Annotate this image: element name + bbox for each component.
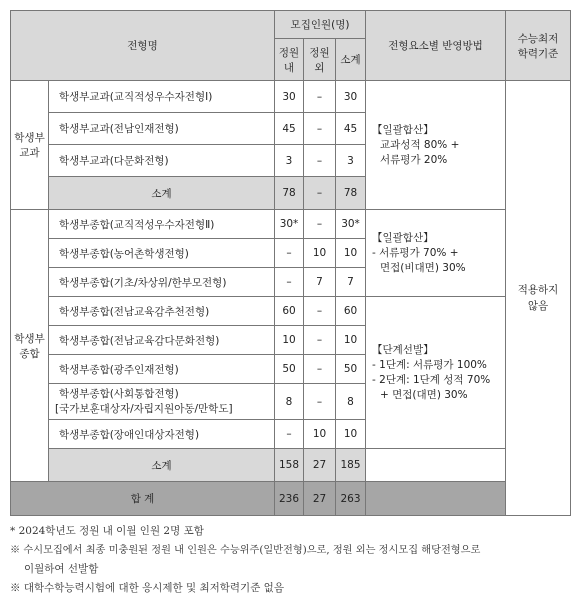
table-row <box>11 297 571 326</box>
count-inside: 50 <box>275 355 304 384</box>
count-outside: – <box>304 355 336 384</box>
count-outside: – <box>304 384 336 420</box>
footnote: ※ 수시모집에서 최종 미충원된 정원 내 인원은 수능위주(일반전형)으로, 정원 외는 정시모집 해당전형으로 <box>10 545 481 556</box>
total-row <box>11 482 571 516</box>
footnote: ※ 대학수학능력시험에 대한 응시제한 및 최저학력기준 없음 <box>10 582 284 594</box>
method-empty <box>366 449 506 482</box>
count-outside: – <box>304 326 336 355</box>
header-min-req: 수능최저 학력기준 <box>506 11 571 81</box>
count-sum: 50 <box>336 355 366 384</box>
count-sum: 45 <box>336 113 366 145</box>
program-name-two-line <box>49 384 275 420</box>
admission-table <box>10 10 571 516</box>
group2-method-b <box>366 297 506 449</box>
method-line: - 1단계: 서류평가 100% <box>372 358 487 371</box>
count-sum: 60 <box>336 297 366 326</box>
program-name: 학생부종합(전남교육감다문화전형) <box>49 326 275 355</box>
table-row <box>11 81 571 113</box>
group2-label: 학생부 종합 <box>11 210 49 482</box>
count-inside: 3 <box>275 145 304 177</box>
subtotal-label: 소계 <box>49 177 275 210</box>
count-outside: 10 <box>304 239 336 268</box>
method-line: 서류평가 20% <box>380 153 448 166</box>
count-sum: 10 <box>336 420 366 449</box>
count-outside: 10 <box>304 420 336 449</box>
footnotes <box>10 522 572 598</box>
subtotal-inside: 158 <box>275 449 304 482</box>
program-name: 학생부종합(교직적성우수자전형Ⅱ) <box>49 210 275 239</box>
count-inside: – <box>275 239 304 268</box>
total-outside: 27 <box>304 482 336 516</box>
count-outside: 7 <box>304 268 336 297</box>
count-outside: – <box>304 81 336 113</box>
count-sum: 30 <box>336 81 366 113</box>
subtotal-row <box>11 449 571 482</box>
group2-method-a <box>366 210 506 297</box>
count-outside: – <box>304 297 336 326</box>
count-inside: – <box>275 268 304 297</box>
footnote: * 2024학년도 정원 내 이월 인원 2명 포함 <box>10 525 204 537</box>
header-name: 전형명 <box>11 11 275 81</box>
header-inside: 정원 내 <box>275 39 304 81</box>
header-method: 전형요소별 반영방법 <box>366 11 506 81</box>
header-row-1 <box>11 11 571 39</box>
header-subtotal: 소계 <box>336 39 366 81</box>
program-name: 학생부종합(광주인재전형) <box>49 355 275 384</box>
method-heading: 【일괄합산】 <box>372 123 434 136</box>
subtotal-inside: 78 <box>275 177 304 210</box>
method-line: + 면접(대면) 30% <box>380 388 468 401</box>
count-sum: 7 <box>336 268 366 297</box>
program-name: 학생부종합(기초/차상위/한부모전형) <box>49 268 275 297</box>
total-method-empty <box>366 482 506 516</box>
program-name: 학생부교과(교직적성우수자전형Ⅰ) <box>49 81 275 113</box>
count-inside: – <box>275 420 304 449</box>
header-outside: 정원 외 <box>304 39 336 81</box>
count-inside: 30* <box>275 210 304 239</box>
count-inside: 8 <box>275 384 304 420</box>
table-row <box>11 210 571 239</box>
count-sum: 10 <box>336 239 366 268</box>
count-sum: 3 <box>336 145 366 177</box>
method-line: - 2단계: 1단계 성적 70% <box>372 373 491 386</box>
program-name: 학생부종합(농어촌학생전형) <box>49 239 275 268</box>
program-name: 학생부교과(다문화전형) <box>49 145 275 177</box>
subtotal-outside: 27 <box>304 449 336 482</box>
program-name-line1: 학생부종합(사회통합전형) <box>59 387 179 400</box>
subtotal-sum: 185 <box>336 449 366 482</box>
total-inside: 236 <box>275 482 304 516</box>
count-outside: – <box>304 145 336 177</box>
method-heading: 【일괄합산】 <box>372 231 434 244</box>
min-req-value: 적용하지 않음 <box>506 81 571 516</box>
group1-label: 학생부 교과 <box>11 81 49 210</box>
footnote-continued: 이월하여 선발함 <box>24 563 99 575</box>
count-sum: 30* <box>336 210 366 239</box>
method-line: 교과성적 80% + <box>380 138 460 151</box>
program-name: 학생부종합(전남교육감추천전형) <box>49 297 275 326</box>
method-line: - 서류평가 70% + <box>372 246 459 259</box>
program-name: 학생부교과(전남인재전형) <box>49 113 275 145</box>
count-sum: 8 <box>336 384 366 420</box>
total-sum: 263 <box>336 482 366 516</box>
count-inside: 10 <box>275 326 304 355</box>
count-inside: 30 <box>275 81 304 113</box>
count-outside: – <box>304 210 336 239</box>
program-name: 학생부종합(장애인대상자전형) <box>49 420 275 449</box>
method-line: 면접(비대면) 30% <box>380 261 466 274</box>
header-recruit: 모집인원(명) <box>275 11 366 39</box>
program-name-line2: [국가보훈대상자/자립지원아동/만학도] <box>55 402 233 415</box>
count-outside: – <box>304 113 336 145</box>
method-heading: 【단계선발】 <box>372 343 434 356</box>
subtotal-label: 소계 <box>49 449 275 482</box>
count-sum: 10 <box>336 326 366 355</box>
group1-method <box>366 81 506 210</box>
total-label: 합 계 <box>11 482 275 516</box>
count-inside: 60 <box>275 297 304 326</box>
subtotal-outside: – <box>304 177 336 210</box>
subtotal-sum: 78 <box>336 177 366 210</box>
count-inside: 45 <box>275 113 304 145</box>
